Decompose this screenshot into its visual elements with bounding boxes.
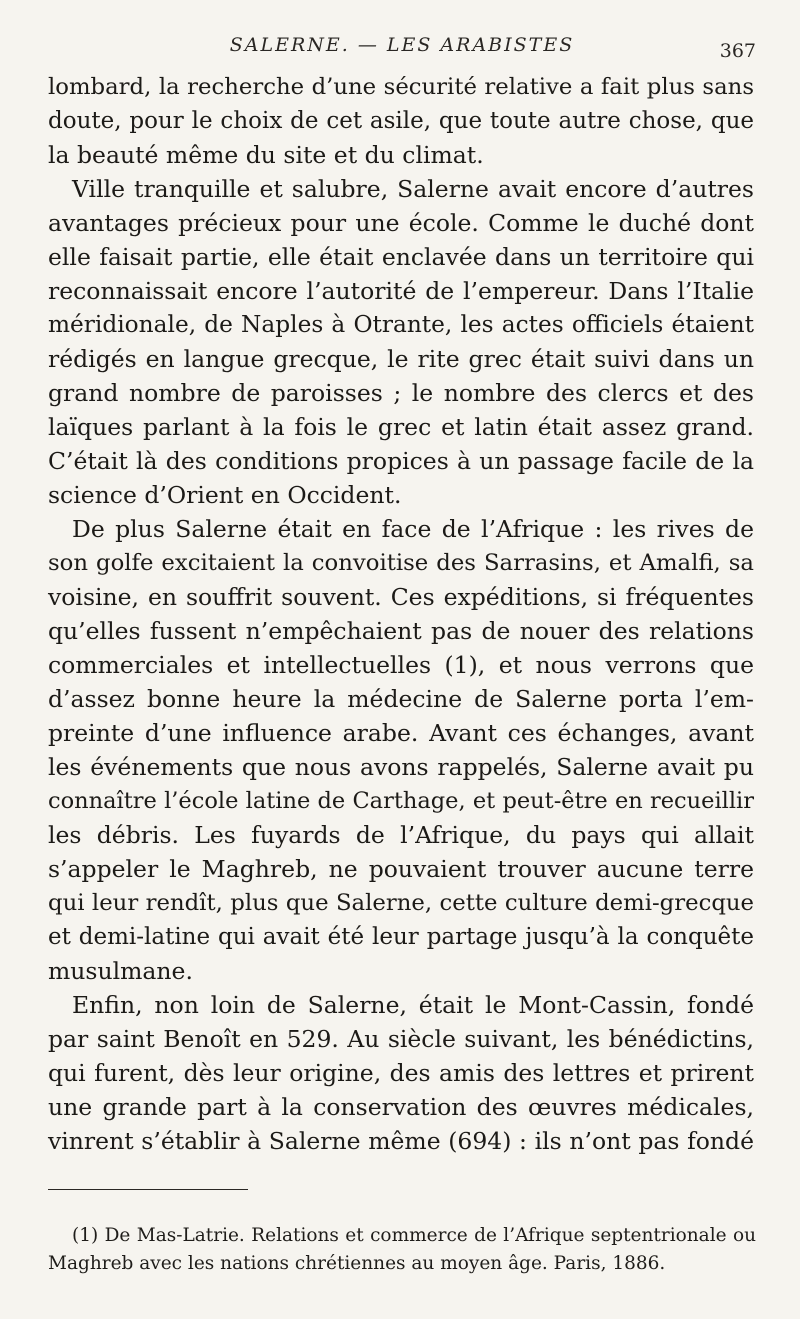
text-line: reconnaissait encore l’autorité de l’empereur. Dans l’Italie bbox=[48, 277, 754, 305]
text-line: par saint Benoît en 529. Au siècle suivant, les bénédictins, bbox=[48, 1025, 754, 1053]
text-line: qui furent, dès leur origine, des amis des lettres et prirent bbox=[48, 1059, 754, 1087]
text-line: qu’elles fussent n’empêchaient pas de nouer des relations bbox=[48, 617, 754, 645]
running-title: SALERNE. — LES ARABISTES bbox=[229, 34, 575, 56]
text-line: la beauté même du site et du climat. bbox=[48, 141, 484, 169]
text-line: connaître l’école latine de Carthage, et peut-être en recueillir bbox=[48, 788, 754, 814]
footnote-line: (1) De Mas-Latrie. Relations et commerce de l’Afrique septentrionale ou bbox=[72, 1225, 756, 1246]
text-line: qui leur rendît, plus que Salerne, cette culture demi-grecque bbox=[48, 890, 754, 916]
text-line: méridionale, de Naples à Otrante, les actes officiels étaient bbox=[48, 311, 754, 338]
text-line: d’assez bonne heure la médecine de Salerne porta l’em- bbox=[48, 685, 754, 713]
text-line: preinte d’une influence arabe. Avant ces échanges, avant bbox=[48, 719, 754, 747]
text-line: vinrent s’établir à Salerne même (694) : ils n’ont pas fondé bbox=[48, 1127, 754, 1155]
page-number: 367 bbox=[719, 40, 756, 62]
text-line: laïques parlant à la fois le grec et latin était assez grand. bbox=[48, 413, 754, 441]
text-line: s’appeler le Maghreb, ne pouvaient trouver aucune terre bbox=[48, 855, 754, 883]
running-head bbox=[48, 34, 756, 60]
text-line: et demi-latine qui avait été leur partage jusqu’à la conquête bbox=[48, 924, 754, 950]
text-line: les débris. Les fuyards de l’Afrique, du pays qui allait bbox=[48, 821, 754, 849]
text-line: science d’Orient en Occident. bbox=[48, 481, 402, 509]
text-line: Ville tranquille et salubre, Salerne avait encore d’autres bbox=[72, 175, 754, 203]
text-line: une grande part à la conservation des œuvres médicales, bbox=[48, 1093, 754, 1121]
text-line: grand nombre de paroisses ; le nombre des clercs et des bbox=[48, 379, 754, 407]
body-text bbox=[48, 70, 754, 1158]
text-line: doute, pour le choix de cet asile, que toute autre chose, que bbox=[48, 108, 754, 134]
text-line: lombard, la recherche d’une sécurité relative a fait plus sans bbox=[48, 74, 754, 100]
text-line: voisine, en souffrit souvent. Ces expéditions, si fréquentes bbox=[48, 583, 754, 611]
text-line: De plus Salerne était en face de l’Afrique : les rives de bbox=[72, 515, 754, 543]
text-line: avantages précieux pour une école. Comme le duché dont bbox=[48, 209, 754, 237]
text-line: musulmane. bbox=[48, 957, 193, 985]
text-line: les événements que nous avons rappelés, Salerne avait pu bbox=[48, 753, 754, 781]
footnote-separator bbox=[48, 1189, 248, 1190]
text-line: Enfin, non loin de Salerne, était le Mont-Cassin, fondé bbox=[72, 991, 754, 1019]
footnote-line: Maghreb avec les nations chrétiennes au moyen âge. Paris, 1886. bbox=[48, 1253, 666, 1274]
text-line: commerciales et intellectuelles (1), et nous verrons que bbox=[48, 651, 754, 679]
text-line: rédigés en langue grecque, le rite grec était suivi dans un bbox=[48, 345, 754, 373]
text-line: son golfe excitaient la convoitise des Sarrasins, et Amalfi, sa bbox=[48, 550, 754, 576]
footnote bbox=[48, 1222, 756, 1278]
text-line: elle faisait partie, elle était enclavée dans un territoire qui bbox=[48, 243, 754, 271]
text-line: C’était là des conditions propices à un passage facile de la bbox=[48, 447, 754, 475]
